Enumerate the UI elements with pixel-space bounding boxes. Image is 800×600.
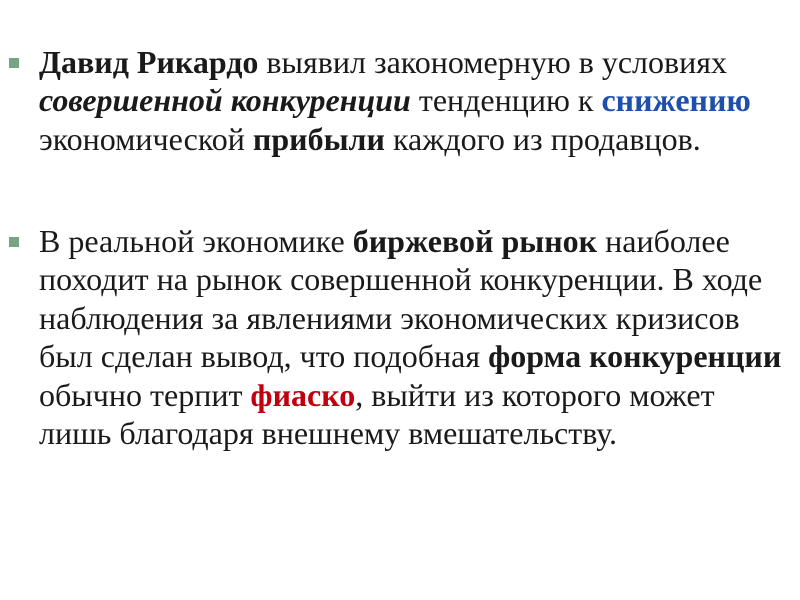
bullet-item-ricardo [39, 43, 791, 158]
bullet-text [39, 44, 751, 157]
text-run: обычно терпит [39, 376, 251, 413]
text-run: наиболее походит на рынок совершенной конкуренции. В ходе наблюдения за явлениями экономических кризисов был сделан вывод, что подобная [39, 223, 763, 375]
bullet-marker-icon [9, 237, 19, 247]
term-fiasco: фиаско [250, 376, 356, 413]
bullet-text [39, 223, 781, 451]
term-profit: прибыли [252, 120, 385, 157]
text-run: , выйти из которого может лишь благодаря внешнему вмешательству. [39, 376, 715, 452]
text-run: каждого из продавцов. [384, 120, 701, 157]
term-perfect-competition: совершенной конкуренции [39, 82, 411, 119]
text-run: В реальной экономике [39, 223, 353, 259]
term-david-ricardo: Давид Рикардо [39, 44, 259, 80]
text-run: тенденцию к [410, 82, 602, 119]
text-run: выявил закономерную в условиях [258, 44, 727, 80]
text-run: экономической [39, 120, 253, 157]
bullet-marker-icon [9, 58, 19, 68]
term-exchange-market: биржевой рынок [352, 223, 598, 259]
term-decrease: снижению [601, 82, 751, 119]
term-competition-form: форма конкуренции [488, 338, 782, 375]
bullet-item-exchange-market [39, 222, 791, 452]
